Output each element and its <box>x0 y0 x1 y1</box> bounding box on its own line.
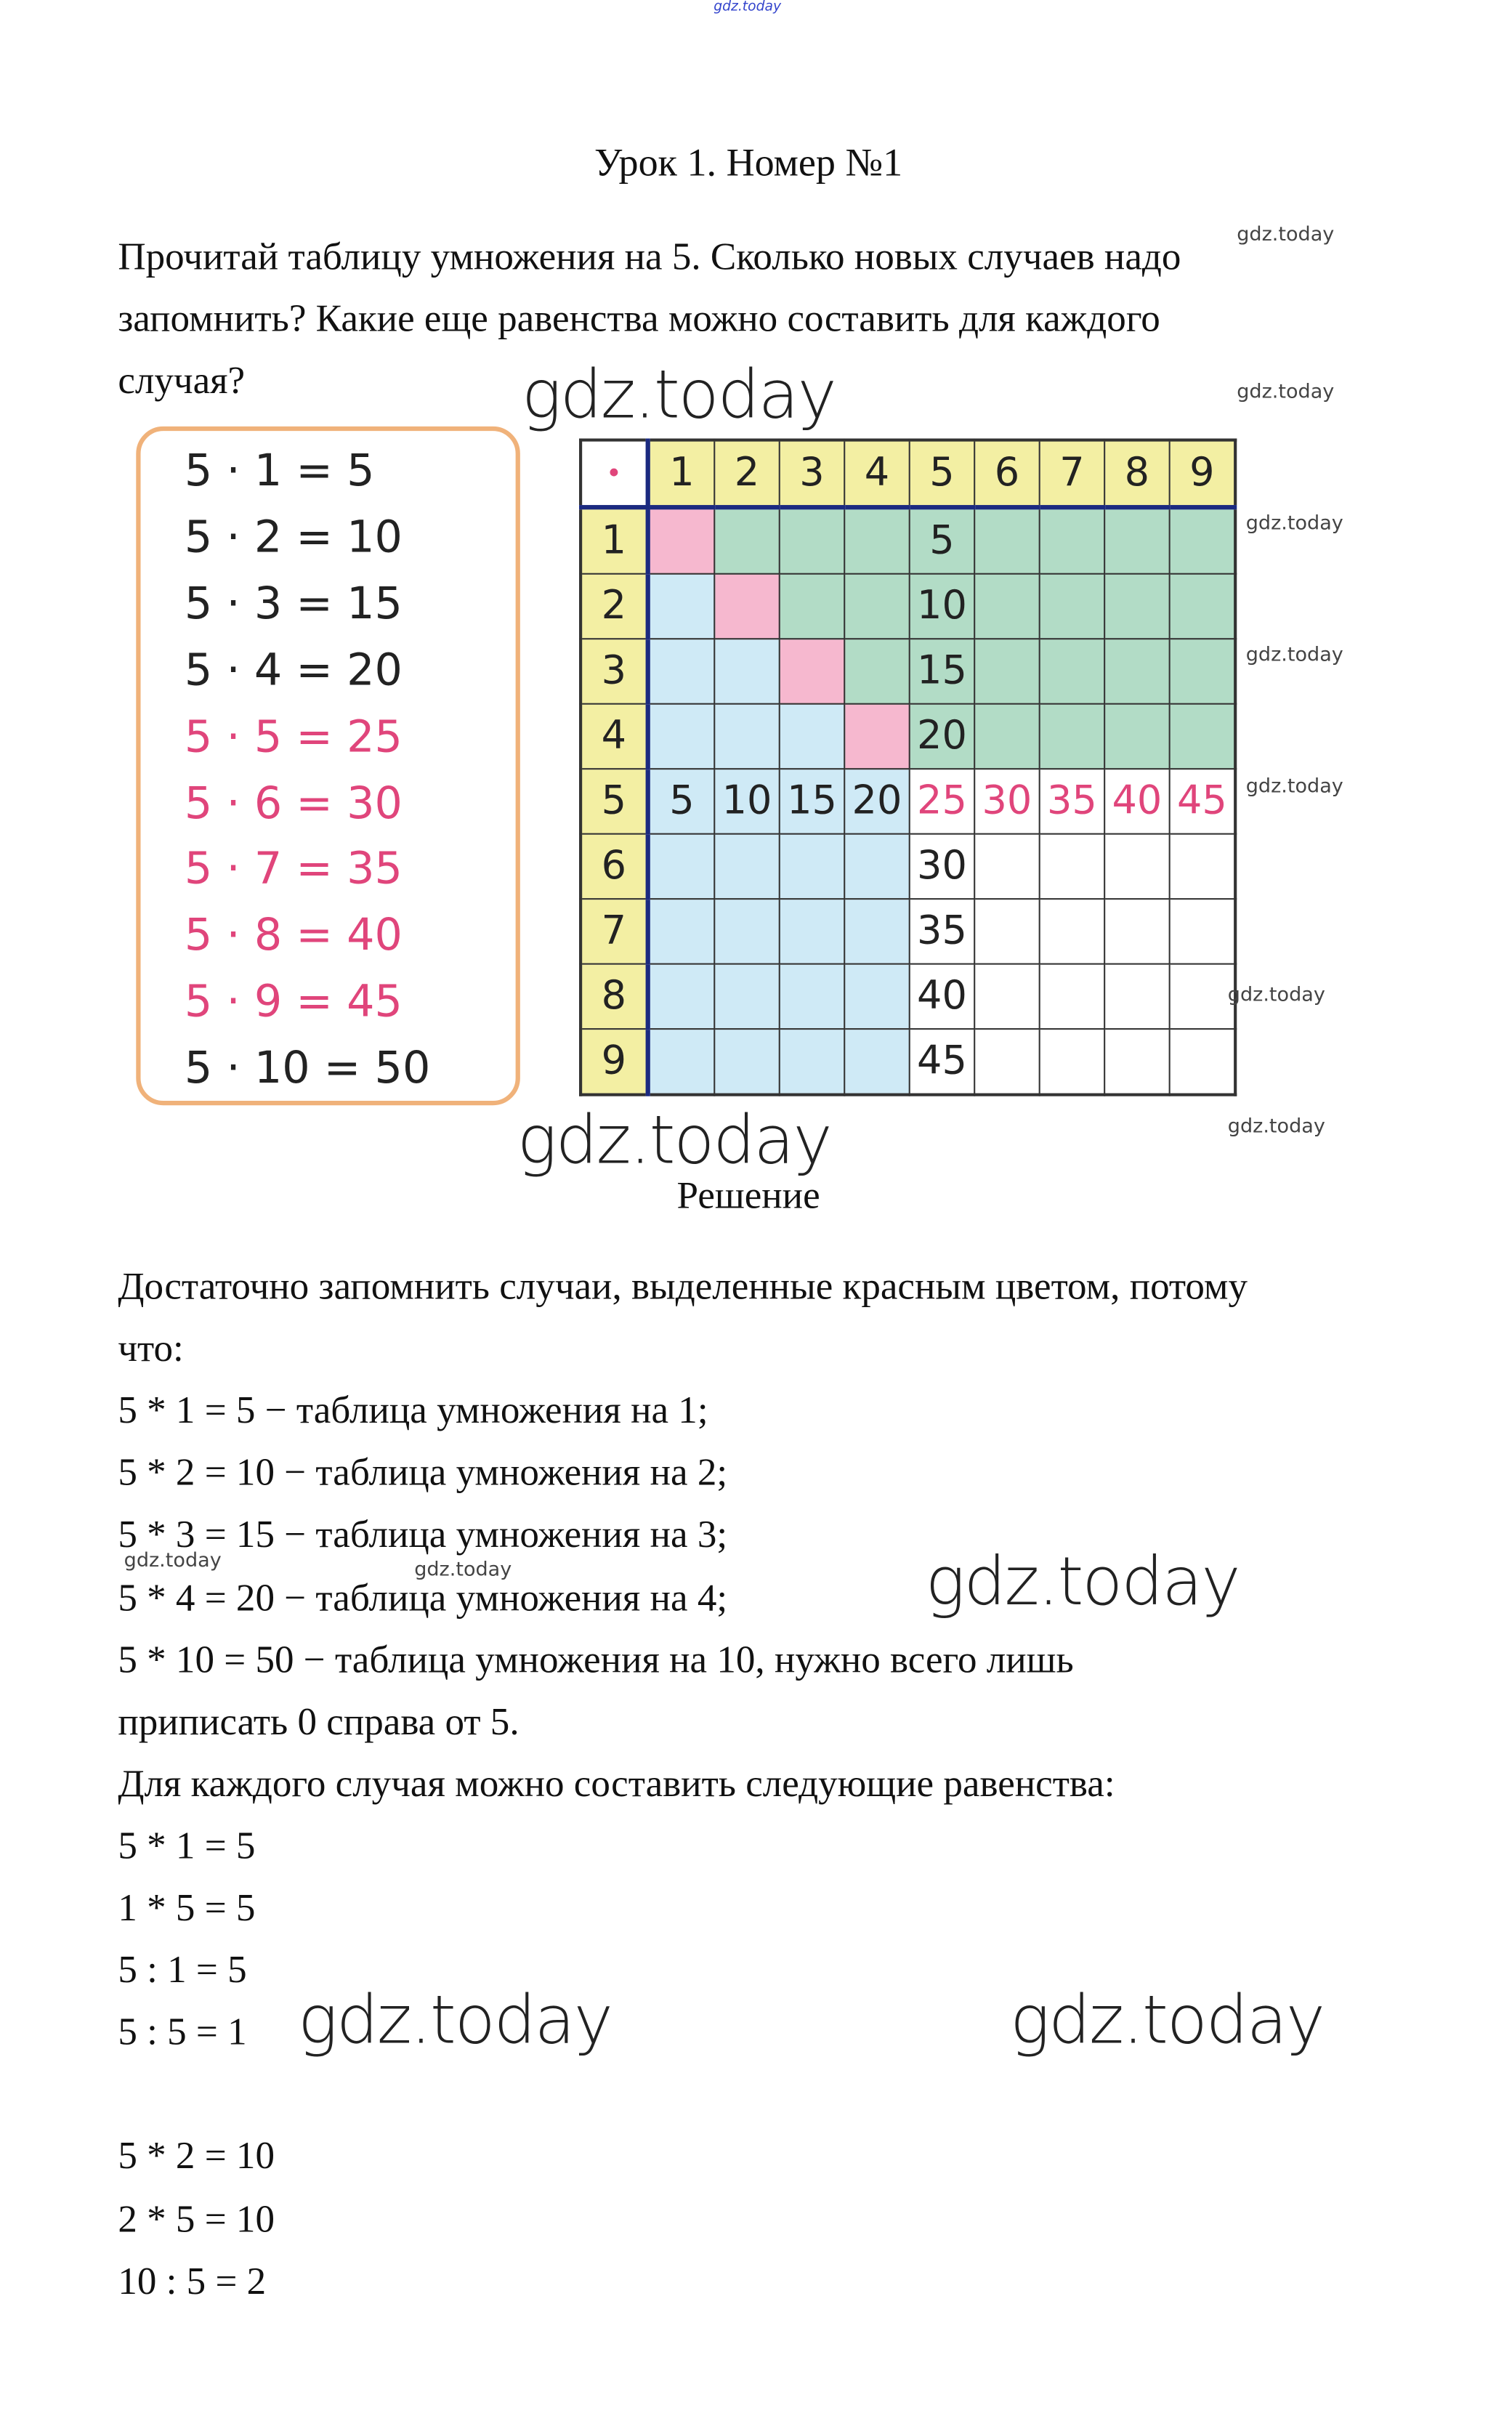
solution-line: 5 * 1 = 5 <box>118 1823 256 1867</box>
watermark: gdz.today <box>1245 775 1343 799</box>
grid-cell: 5 <box>910 507 974 574</box>
grid-row <box>581 704 1235 769</box>
grid-cell <box>844 834 909 899</box>
grid-cell <box>1040 834 1104 899</box>
solution-line: 5 * 1 = 5 − таблица умножения на 1; <box>118 1388 708 1433</box>
grid-row <box>581 507 1235 574</box>
grid-cell <box>1104 964 1169 1029</box>
watermark: gdz.today <box>1245 644 1343 667</box>
grid-cell <box>1104 899 1169 963</box>
watermark: gdz.today <box>1010 1982 1324 2060</box>
grid-cell <box>974 639 1039 703</box>
grid-cell <box>648 964 715 1029</box>
solution-line: Для каждого случая можно составить следующие равенства: <box>118 1761 1115 1806</box>
grid-cell <box>974 1029 1039 1095</box>
grid-cell <box>844 704 909 769</box>
page-title: Урок 1. Номер №1 <box>594 140 903 185</box>
grid-column-header: 6 <box>974 440 1039 508</box>
watermark: gdz.today <box>297 1982 612 2060</box>
grid-cell <box>1104 1029 1169 1095</box>
grid-header-row <box>581 440 1235 508</box>
grid-cell <box>648 639 715 703</box>
watermark: gdz.today <box>1227 984 1325 1007</box>
grid-cell: 10 <box>714 769 779 833</box>
solution-line: 5 : 1 = 5 <box>118 1947 247 1992</box>
grid-cell: 45 <box>1170 769 1236 833</box>
grid-row-header: 7 <box>581 899 648 963</box>
top-watermark: gdz.today <box>713 0 782 15</box>
grid-cell <box>844 899 909 963</box>
grid-cell <box>1040 639 1104 703</box>
grid-row <box>581 1029 1235 1095</box>
grid-row-header: 1 <box>581 507 648 574</box>
grid-cell <box>974 834 1039 899</box>
watermark: gdz.today <box>1237 223 1335 247</box>
equation-item: 5 · 7 = 35 <box>184 842 403 894</box>
watermark: gdz.today <box>1245 512 1343 535</box>
grid-row-header: 5 <box>581 769 648 833</box>
grid-cell <box>844 574 909 639</box>
equation-item: 5 · 8 = 40 <box>184 909 403 961</box>
grid-cell <box>1040 899 1104 963</box>
grid-row <box>581 964 1235 1029</box>
grid-column-header: 1 <box>648 440 715 508</box>
grid-cell <box>648 899 715 963</box>
grid-cell <box>780 704 844 769</box>
grid-cell: 30 <box>974 769 1039 833</box>
grid-cell <box>780 834 844 899</box>
grid-cell <box>1104 574 1169 639</box>
grid-cell: 45 <box>910 1029 974 1095</box>
watermark: gdz.today <box>925 1543 1240 1621</box>
multiplication-grid <box>579 438 1237 1096</box>
grid-cell <box>1040 574 1104 639</box>
grid-cell <box>1170 834 1236 899</box>
grid-row <box>581 574 1235 639</box>
grid-cell <box>780 639 844 703</box>
grid-cell <box>1104 507 1169 574</box>
grid-cell: 15 <box>780 769 844 833</box>
grid-cell <box>974 704 1039 769</box>
grid-cell <box>648 574 715 639</box>
watermark: gdz.today <box>124 1550 222 1573</box>
grid-cell <box>780 507 844 574</box>
grid-cell: 35 <box>910 899 974 963</box>
watermark: gdz.today <box>521 357 836 434</box>
grid-column-header: 3 <box>780 440 844 508</box>
grid-cell: 5 <box>648 769 715 833</box>
grid-cell <box>648 834 715 899</box>
grid-column-header: 8 <box>1104 440 1169 508</box>
grid-cell <box>844 639 909 703</box>
solution-line: что: <box>118 1326 184 1370</box>
grid-corner-dot: • <box>581 440 648 508</box>
grid-cell: 40 <box>1104 769 1169 833</box>
grid-row-header: 6 <box>581 834 648 899</box>
grid-cell <box>844 507 909 574</box>
equation-item: 5 · 10 = 50 <box>184 1042 431 1094</box>
grid-column-header: 9 <box>1170 440 1236 508</box>
grid-cell <box>974 507 1039 574</box>
equation-item: 5 · 9 = 45 <box>184 975 403 1027</box>
grid-cell: 15 <box>910 639 974 703</box>
grid-cell <box>648 1029 715 1095</box>
task-line: случая? <box>118 358 246 403</box>
grid-column-header: 5 <box>910 440 974 508</box>
task-line: запомнить? Какие еще равенства можно составить для каждого <box>118 296 1160 341</box>
solution-line: 1 * 5 = 5 <box>118 1885 256 1930</box>
watermark: gdz.today <box>1237 381 1335 404</box>
solution-line: 5 * 10 = 50 − таблица умножения на 10, нужно всего лишь <box>118 1636 1074 1681</box>
grid-cell <box>1170 507 1236 574</box>
equation-item: 5 · 2 = 10 <box>184 511 403 562</box>
watermark: gdz.today <box>414 1559 512 1582</box>
grid-row-header: 3 <box>581 639 648 703</box>
grid-cell <box>974 899 1039 963</box>
grid-cell <box>1170 704 1236 769</box>
grid-cell: 20 <box>844 769 909 833</box>
watermark: gdz.today <box>517 1102 831 1180</box>
equation-item: 5 · 6 = 30 <box>184 776 403 828</box>
grid-cell <box>714 964 779 1029</box>
grid-cell <box>844 964 909 1029</box>
solution-line: приписать 0 справа от 5. <box>118 1699 520 1743</box>
grid-cell <box>974 964 1039 1029</box>
grid-cell <box>714 507 779 574</box>
solution-line: 5 * 2 = 10 <box>118 2134 275 2178</box>
equation-item: 5 · 3 = 15 <box>184 577 403 629</box>
grid-cell: 10 <box>910 574 974 639</box>
grid-cell <box>714 574 779 639</box>
solution-line: Достаточно запомнить случаи, выделенные красным цветом, потому <box>118 1264 1248 1309</box>
grid-cell <box>1170 574 1236 639</box>
grid-row <box>581 769 1235 833</box>
grid-cell <box>974 574 1039 639</box>
grid-cell <box>1170 964 1236 1029</box>
grid-cell <box>780 1029 844 1095</box>
grid-cell: 40 <box>910 964 974 1029</box>
solution-line: 5 * 4 = 20 − таблица умножения на 4; <box>118 1575 728 1619</box>
solution-heading: Решение <box>676 1173 820 1218</box>
grid-cell <box>1040 964 1104 1029</box>
grid-cell <box>844 1029 909 1095</box>
grid-cell <box>1170 899 1236 963</box>
grid-cell <box>780 899 844 963</box>
grid-cell <box>648 704 715 769</box>
grid-row-header: 8 <box>581 964 648 1029</box>
grid-row-header: 9 <box>581 1029 648 1095</box>
grid-column-header: 4 <box>844 440 909 508</box>
grid-cell: 30 <box>910 834 974 899</box>
grid-cell: 35 <box>1040 769 1104 833</box>
grid-column-header: 7 <box>1040 440 1104 508</box>
grid-row-header: 2 <box>581 574 648 639</box>
solution-line: 5 : 5 = 1 <box>118 2010 247 2054</box>
grid-cell <box>1040 704 1104 769</box>
watermark: gdz.today <box>1227 1115 1325 1139</box>
equation-item: 5 · 1 = 5 <box>184 444 375 496</box>
task-line: Прочитай таблицу умножения на 5. Сколько новых случаев надо <box>118 234 1181 278</box>
equation-item: 5 · 5 = 25 <box>184 710 403 761</box>
grid-cell <box>714 1029 779 1095</box>
grid-cell <box>1170 1029 1236 1095</box>
solution-line: 2 * 5 = 10 <box>118 2196 275 2241</box>
grid-cell: 25 <box>910 769 974 833</box>
grid-cell <box>714 704 779 769</box>
grid-cell <box>780 574 844 639</box>
grid-column-header: 2 <box>714 440 779 508</box>
grid-row <box>581 639 1235 703</box>
equation-item: 5 · 4 = 20 <box>184 643 403 695</box>
grid-cell <box>1040 507 1104 574</box>
grid-row <box>581 834 1235 899</box>
grid-cell: 20 <box>910 704 974 769</box>
grid-cell <box>1040 1029 1104 1095</box>
grid-row <box>581 899 1235 963</box>
grid-cell <box>780 964 844 1029</box>
solution-line: 5 * 2 = 10 − таблица умножения на 2; <box>118 1450 728 1495</box>
grid-cell <box>1104 639 1169 703</box>
solution-line: 5 * 3 = 15 − таблица умножения на 3; <box>118 1512 728 1557</box>
grid-cell <box>1104 834 1169 899</box>
grid-cell <box>1104 704 1169 769</box>
grid-cell <box>1170 639 1236 703</box>
grid-row-header: 4 <box>581 704 648 769</box>
solution-line: 10 : 5 = 2 <box>118 2258 267 2303</box>
grid-cell <box>714 639 779 703</box>
grid-cell <box>648 507 715 574</box>
grid-cell <box>714 899 779 963</box>
grid-cell <box>714 834 779 899</box>
